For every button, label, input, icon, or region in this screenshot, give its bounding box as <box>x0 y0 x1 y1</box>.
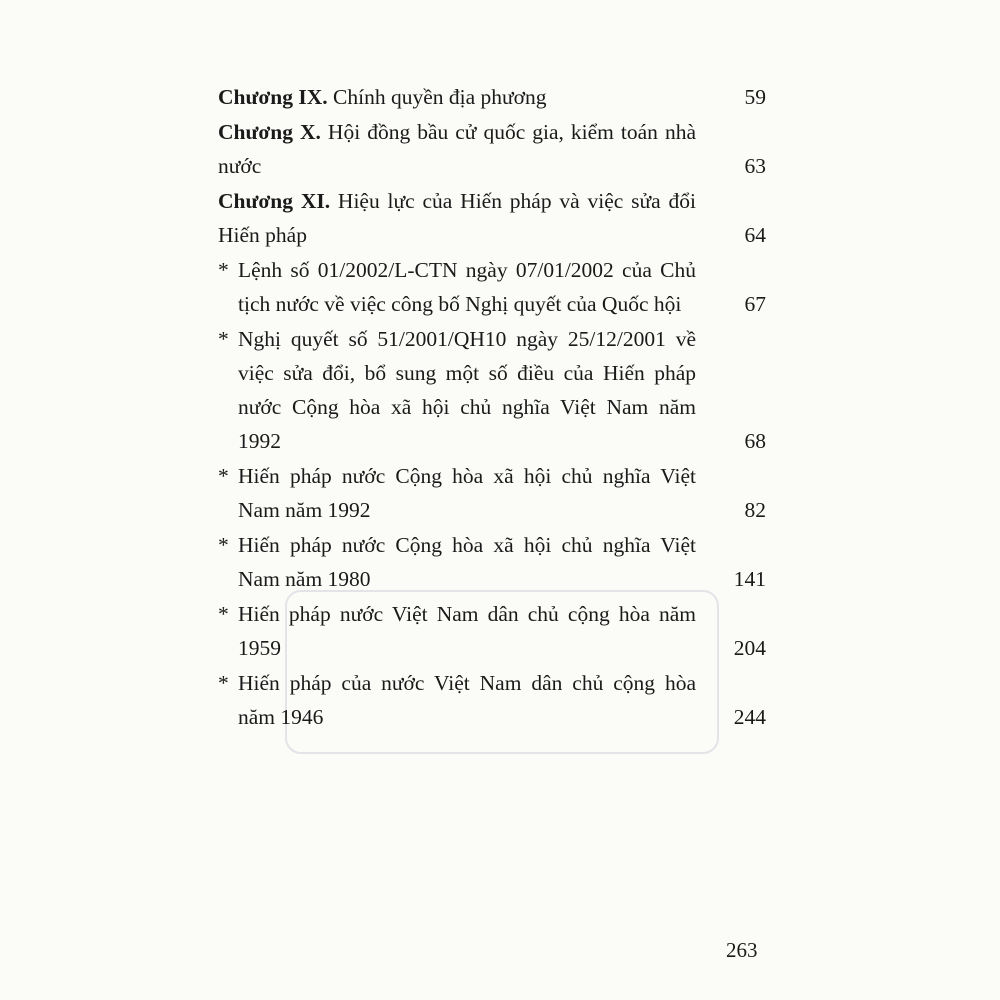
toc-entry-title <box>218 597 766 665</box>
toc-entry-title <box>218 80 766 114</box>
toc-page-number: 244 <box>733 705 766 729</box>
chapter-title: Chính quyền địa phương <box>327 85 547 109</box>
toc-entry-title <box>218 459 766 527</box>
toc-entry-bullet <box>218 459 766 527</box>
toc-entry-bullet <box>218 253 766 321</box>
chapter-label: Chương X. <box>218 120 321 144</box>
toc-entry-chapter <box>218 184 766 252</box>
document-title: Hiến pháp của nước Việt Nam dân chủ cộng hòa năm 1946 <box>238 671 696 729</box>
table-of-contents <box>218 80 766 735</box>
toc-entry-chapter <box>218 115 766 183</box>
toc-page-number: 64 <box>744 223 766 247</box>
document-title: Hiến pháp nước Cộng hòa xã hội chủ nghĩa Việt Nam năm 1992 <box>238 464 696 522</box>
toc-entry-bullet <box>218 597 766 665</box>
toc-entry-bullet <box>218 528 766 596</box>
document-title: Hiến pháp nước Cộng hòa xã hội chủ nghĩa Việt Nam năm 1980 <box>238 533 696 591</box>
chapter-title: Hội đồng bầu cử quốc gia, kiểm toán nhà nước <box>218 120 696 178</box>
bullet-star: * <box>218 533 229 557</box>
bullet-star: * <box>218 327 229 351</box>
toc-entry-title <box>218 253 766 321</box>
bullet-star: * <box>218 258 229 282</box>
toc-page-number: 82 <box>744 498 766 522</box>
bullet-star: * <box>218 464 229 488</box>
toc-entry-title <box>218 184 766 252</box>
toc-entry-title <box>218 528 766 596</box>
toc-page-number: 67 <box>744 292 766 316</box>
chapter-label: Chương IX. <box>218 85 328 109</box>
toc-entry-chapter <box>218 80 766 114</box>
toc-entry-bullet <box>218 666 766 734</box>
toc-page-number: 68 <box>744 429 766 453</box>
document-title: Nghị quyết số 51/2001/QH10 ngày 25/12/2001 về việc sửa đổi, bổ sung một số điều của Hiến pháp nước Cộng hòa xã hội chủ nghĩa Việt Nam năm 1992 <box>238 327 696 453</box>
document-title: Hiến pháp nước Việt Nam dân chủ cộng hòa năm 1959 <box>238 602 696 660</box>
chapter-title: Hiệu lực của Hiến pháp và việc sửa đổi Hiến pháp <box>218 189 696 247</box>
page-number: 263 <box>726 938 758 962</box>
toc-page-number: 141 <box>733 567 766 591</box>
bullet-star: * <box>218 671 229 695</box>
toc-entry-title <box>218 666 766 734</box>
toc-page-number: 204 <box>733 636 766 660</box>
toc-entry-title <box>218 322 766 458</box>
toc-page-number: 63 <box>744 154 766 178</box>
toc-entry-title <box>218 115 766 183</box>
document-title: Lệnh số 01/2002/L-CTN ngày 07/01/2002 của Chủ tịch nước về việc công bố Nghị quyết của Quốc hội <box>238 258 696 316</box>
chapter-label: Chương XI. <box>218 189 331 213</box>
toc-entry-bullet <box>218 322 766 458</box>
bullet-star: * <box>218 602 229 626</box>
toc-page-number: 59 <box>744 85 766 109</box>
